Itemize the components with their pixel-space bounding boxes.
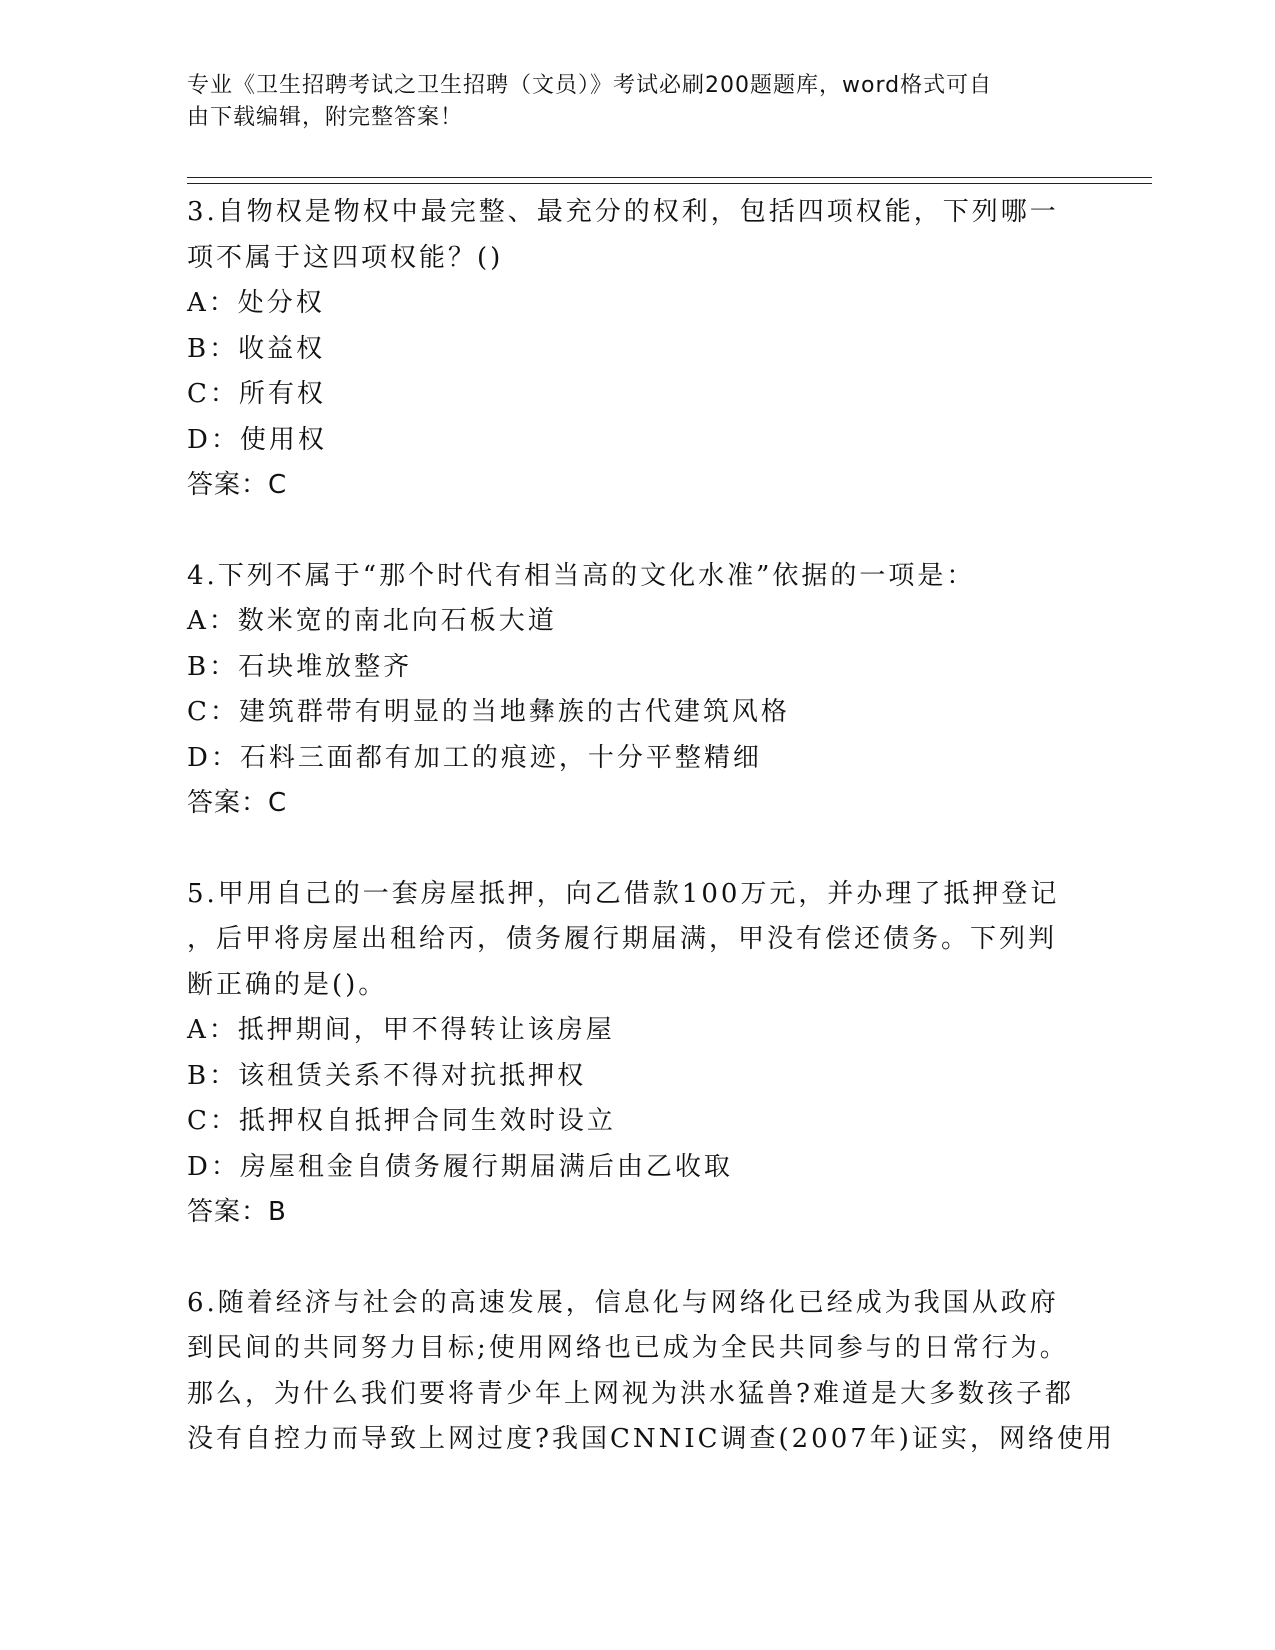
- question-text-line: 3.自物权是物权中最完整、最充分的权利，包括四项权能，下列哪一: [187, 197, 1059, 227]
- option-a: A：抵押期间，甲不得转让该房屋: [187, 1015, 615, 1045]
- option-b: B：收益权: [187, 333, 326, 364]
- answer-line: 答案：C: [187, 470, 288, 500]
- question-4: [187, 554, 1087, 827]
- document-header: [187, 70, 1067, 134]
- header-divider-bottom: [187, 183, 1152, 184]
- question-text-line: 到民间的共同努力目标;使用网络也已成为全民共同参与的日常行为。: [187, 1333, 1069, 1363]
- question-text-line: 5.甲用自己的一套房屋抵押，向乙借款100万元，并办理了抵押登记: [187, 878, 1060, 909]
- question-text-line: 断正确的是()。: [187, 969, 388, 1000]
- option-d: D：石料三面都有加工的痕迹，十分平整精细: [187, 742, 762, 773]
- option-c: C：抵押权自抵押合同生效时设立: [187, 1106, 616, 1136]
- option-b: B：石块堆放整齐: [187, 651, 413, 682]
- answer-line: 答案：B: [187, 1197, 287, 1227]
- question-5: [187, 872, 1087, 1236]
- question-text-line: 4.下列不属于“那个时代有相当高的文化水准”依据的一项是：: [187, 560, 976, 591]
- option-b: B：该租赁关系不得对抗抵押权: [187, 1060, 587, 1091]
- header-line-1: 专业《卫生招聘考试之卫生招聘（文员）》考试必刷200题题库，word格式可自: [187, 73, 993, 98]
- question-text-line: 没有自控力而导致上网过度?我国CNNIC调查(2007年)证实，网络使用: [187, 1424, 1115, 1454]
- question-text-line: 那么，为什么我们要将青少年上网视为洪水猛兽?难道是大多数孩子都: [187, 1378, 1074, 1409]
- option-c: C：所有权: [187, 379, 326, 409]
- option-a: A：数米宽的南北向石板大道: [187, 606, 557, 636]
- question-text-line: 项不属于这四项权能？(): [187, 242, 504, 273]
- question-3: [187, 190, 1087, 509]
- option-d: D：使用权: [187, 424, 327, 455]
- answer-line: 答案：C: [187, 788, 288, 818]
- question-list: [187, 190, 1115, 1463]
- question-text-line: ，后甲将房屋出租给丙，债务履行期届满，甲没有偿还债务。下列判: [187, 924, 1058, 954]
- question-6: [187, 1281, 1115, 1463]
- question-text-line: 6.随着经济与社会的高速发展，信息化与网络化已经成为我国从政府: [187, 1287, 1059, 1318]
- option-c: C：建筑群带有明显的当地彝族的古代建筑风格: [187, 697, 790, 727]
- header-divider-top: [187, 177, 1152, 178]
- header-line-2: 由下载编辑，附完整答案！: [187, 105, 464, 130]
- option-d: D：房屋租金自债务履行期届满后由乙收取: [187, 1151, 733, 1182]
- option-a: A：处分权: [187, 288, 325, 318]
